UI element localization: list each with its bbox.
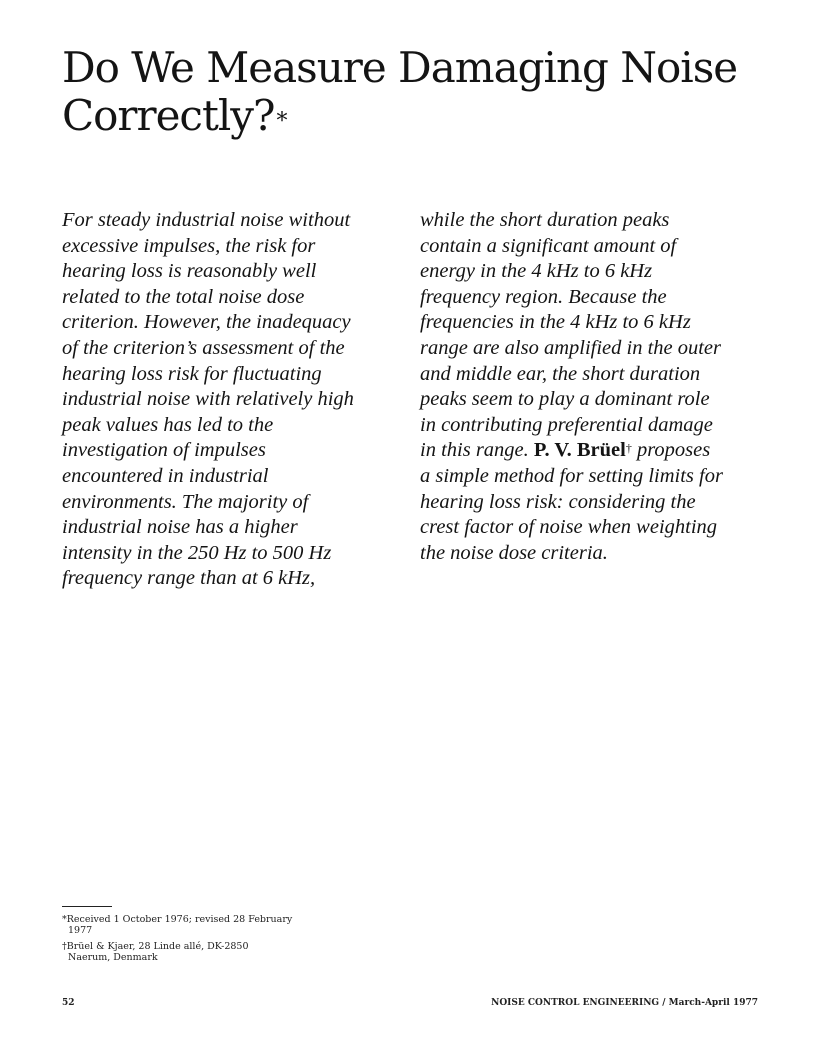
abstract-line: hearing loss is reasonably well: [62, 260, 317, 283]
page-number: 52: [62, 998, 75, 1008]
abstract-right-column: [420, 208, 760, 566]
title-footnote-mark: *: [276, 109, 287, 134]
abstract-left-column: [62, 208, 402, 592]
journal-info: NOISE CONTROL ENGINEERING / March-April 1977: [491, 998, 758, 1008]
abstract-line: environments. The majority of: [62, 490, 309, 513]
abstract-line: in contributing preferential damage: [420, 413, 713, 436]
footnote-line: †Brüel & Kjaer, 28 Linde allé, DK-2850: [62, 941, 249, 952]
abstract-line: encountered in industrial: [62, 464, 269, 487]
abstract-line: frequencies in the 4 kHz to 6 kHz: [420, 311, 691, 334]
author-line-suffix: proposes: [631, 439, 711, 462]
abstract-line: and middle ear, the short duration: [420, 362, 701, 385]
abstract-line: investigation of impulses: [62, 439, 266, 462]
author-name: [534, 439, 632, 461]
article-title: [62, 44, 762, 140]
abstract-line: the noise dose criteria.: [420, 541, 608, 564]
abstract-line: peak values has led to the: [62, 413, 274, 436]
abstract-line: frequency range than at 6 kHz,: [62, 567, 316, 590]
abstract-line: hearing loss risk: considering the: [420, 490, 696, 513]
footnote-divider: [62, 906, 112, 907]
abstract-line: peaks seem to play a dominant role: [420, 388, 710, 411]
abstract-line: contain a significant amount of: [420, 234, 677, 257]
abstract-line: frequency region. Because the: [420, 285, 667, 308]
abstract-line: criterion. However, the inadequacy: [62, 311, 351, 334]
abstract-line: hearing loss risk for fluctuating: [62, 362, 322, 385]
abstract-line: while the short duration peaks: [420, 209, 670, 231]
abstract-line: intensity in the 250 Hz to 500 Hz: [62, 541, 332, 564]
abstract-line: crest factor of noise when weighting: [420, 516, 718, 539]
footnote-received: [62, 914, 322, 936]
footnote-line: *Received 1 October 1976; revised 28 February: [62, 914, 293, 925]
author-line-prefix: in this range.: [420, 439, 534, 462]
abstract-line: industrial noise with relatively high: [62, 388, 354, 411]
abstract-line: industrial noise has a higher: [62, 516, 298, 539]
author-footnote-mark: †: [625, 441, 632, 456]
footnote-line: Naerum, Denmark: [68, 952, 158, 963]
footnote-line: 1977: [68, 925, 93, 936]
article-title-text: Do We Measure Damaging Noise Correctly?: [62, 43, 738, 140]
abstract-line: For steady industrial noise without: [62, 209, 351, 231]
author-name-text: P. V. Brüel: [533, 439, 626, 462]
abstract-line: excessive impulses, the risk for: [62, 234, 316, 257]
abstract-line: of the criterion’s assessment of the: [62, 336, 345, 359]
abstract-line: energy in the 4 kHz to 6 kHz: [420, 260, 653, 283]
footnote-affiliation: [62, 941, 322, 963]
abstract-line: a simple method for setting limits for: [420, 464, 723, 487]
abstract-line: related to the total noise dose: [62, 285, 305, 308]
footnotes: [62, 914, 322, 968]
abstract-line: range are also amplified in the outer: [420, 336, 722, 359]
abstract-author-line: [420, 438, 760, 464]
